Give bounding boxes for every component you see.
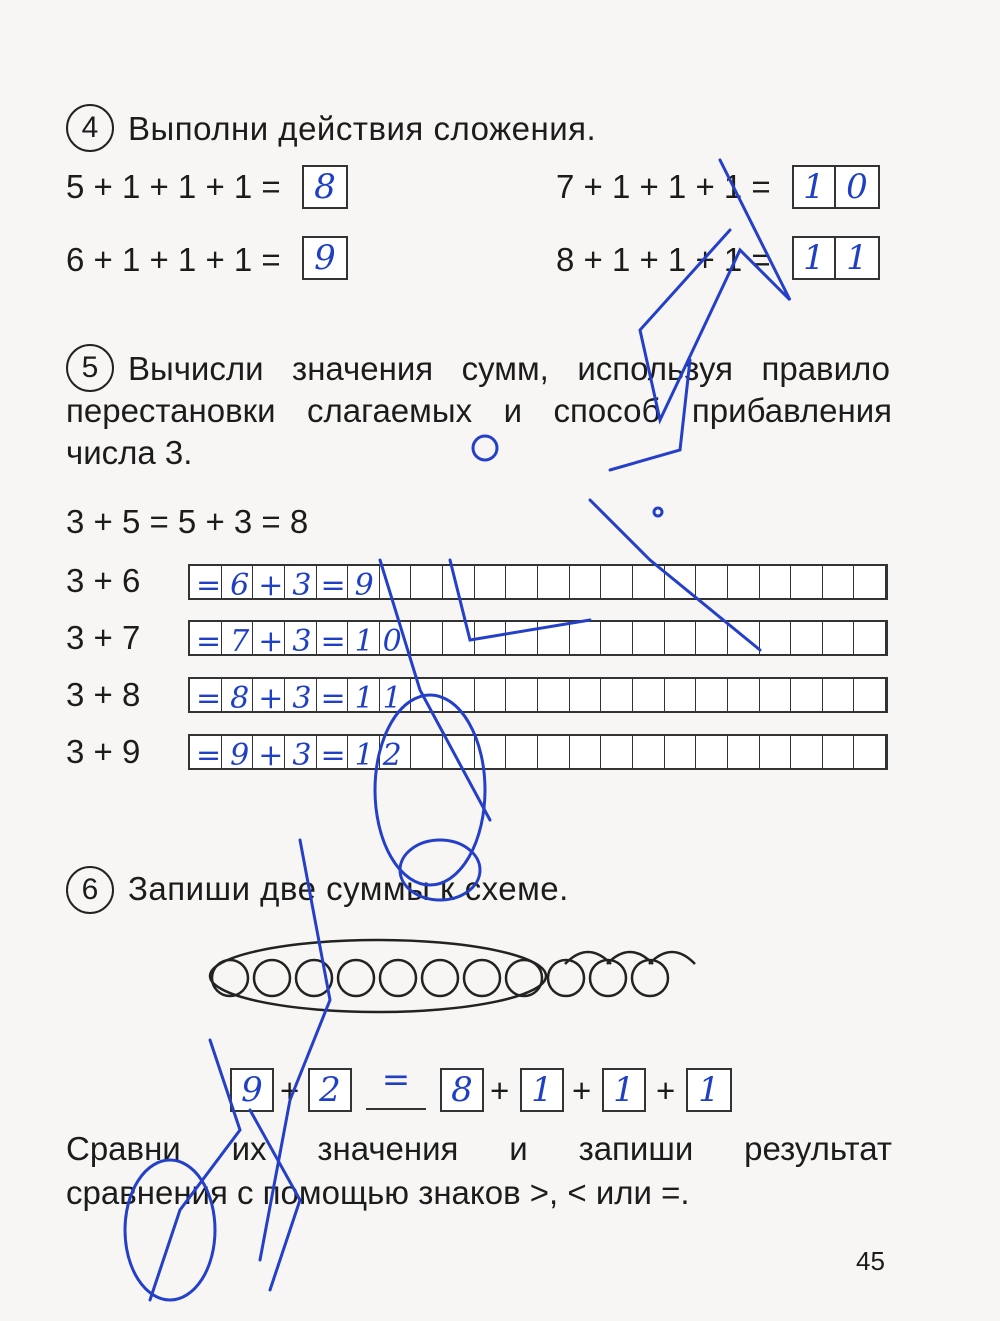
task6-compare-line-2: сравнения с помощью знаков >, < или =. xyxy=(66,1174,690,1211)
task6-left-addend-2[interactable]: 2 xyxy=(308,1068,352,1112)
task5-title-line-2: перестановки слагаемых и способ прибавления xyxy=(66,392,892,429)
plus-sign-1: + xyxy=(280,1072,300,1109)
task6-right-addend-3[interactable]: 1 xyxy=(602,1068,646,1112)
task-number-4: 4 xyxy=(66,104,114,152)
task5-row-label-3: 3 + 8 xyxy=(66,676,141,713)
task4-answer-2[interactable]: 9 xyxy=(302,236,348,280)
task5-example: 3 + 5 = 5 + 3 = 8 xyxy=(66,503,309,540)
task5-row-label-2: 3 + 7 xyxy=(66,619,141,656)
task5-answer-strip-2[interactable] xyxy=(188,620,888,659)
scheme-circle xyxy=(422,960,458,996)
task6-title: Запиши две суммы к схеме. xyxy=(128,870,569,907)
task5-title-line-1: Вычисли значения сумм, используя правило xyxy=(128,350,890,387)
scheme-circle xyxy=(212,960,248,996)
task4-answer-1[interactable]: 8 xyxy=(302,165,348,209)
task4-answer-3-tens[interactable]: 1 xyxy=(792,165,836,209)
scheme-circle xyxy=(254,960,290,996)
task5-answer-strip-3[interactable] xyxy=(188,677,888,716)
task5-title-line-3: числа 3. xyxy=(66,434,193,471)
task6-left-addend-1[interactable]: 9 xyxy=(230,1068,274,1112)
scheme-circle xyxy=(464,960,500,996)
task6-compare-line-1: Сравни их значения и запиши результат xyxy=(66,1130,892,1167)
task5-answer-strip-4[interactable] xyxy=(188,734,888,773)
task5-written-3: =8+3=11 xyxy=(196,681,411,716)
plus-sign-2: + xyxy=(490,1072,510,1109)
scheme-circle xyxy=(632,960,668,996)
task4-expr-2: 6 + 1 + 1 + 1 = xyxy=(66,241,281,278)
task6-right-addend-2[interactable]: 1 xyxy=(520,1068,564,1112)
scheme-circle xyxy=(548,960,584,996)
scheme-circle xyxy=(296,960,332,996)
task5-written-4: =9+3=12 xyxy=(196,738,411,773)
plus-sign-3: + xyxy=(572,1072,592,1109)
task4-expr-4: 8 + 1 + 1 + 1 = xyxy=(556,241,771,278)
task5-written-2: =7+3=10 xyxy=(196,624,411,659)
plus-sign-4: + xyxy=(656,1072,676,1109)
task4-answer-4-tens[interactable]: 1 xyxy=(792,236,836,280)
task4-title: Выполни действия сложения. xyxy=(128,110,597,147)
task4-answer-3-ones[interactable]: 0 xyxy=(834,165,880,209)
task5-answer-strip-1[interactable] xyxy=(188,564,888,603)
task6-right-addend-4[interactable]: 1 xyxy=(686,1068,732,1112)
task6-compare-blank[interactable]: = xyxy=(366,1060,426,1110)
page-number: 45 xyxy=(856,1246,885,1276)
task4-expr-1: 5 + 1 + 1 + 1 = xyxy=(66,168,281,205)
task4-expr-3: 7 + 1 + 1 + 1 = xyxy=(556,168,771,205)
scheme-circle xyxy=(338,960,374,996)
task6-circle-scheme xyxy=(200,930,700,1020)
task5-row-label-4: 3 + 9 xyxy=(66,733,141,770)
task5-row-label-1: 3 + 6 xyxy=(66,562,141,599)
task-number-6: 6 xyxy=(66,866,114,914)
scheme-circle xyxy=(506,960,542,996)
scheme-circle xyxy=(590,960,626,996)
task6-right-addend-1[interactable]: 8 xyxy=(440,1068,484,1112)
task-number-5: 5 xyxy=(66,344,114,392)
scheme-circle xyxy=(380,960,416,996)
task5-written-1: =6+3=9 xyxy=(196,568,383,603)
task4-answer-4-ones[interactable]: 1 xyxy=(834,236,880,280)
